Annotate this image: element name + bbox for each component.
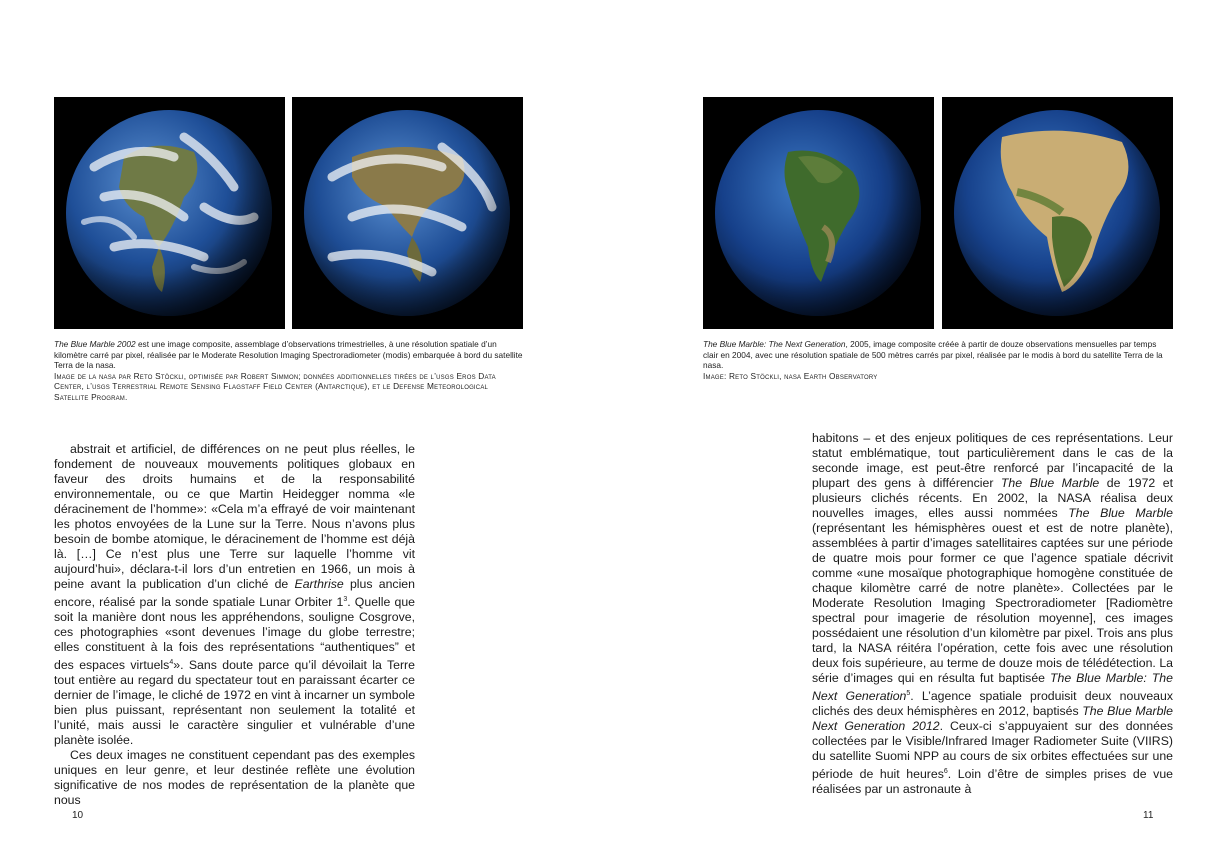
right-body-text bbox=[812, 431, 1173, 797]
left-body-text bbox=[54, 442, 415, 808]
page-number: 11 bbox=[1143, 810, 1154, 821]
paragraph: Ces deux images ne constituent cependant pas des exemples uniques en leur genre, et leur destinée reflète une évolution significative de nos modes de représentation de la planète que nous bbox=[54, 748, 415, 808]
page-number: 10 bbox=[72, 810, 84, 821]
earth-image-americas-2002 bbox=[54, 97, 285, 329]
right-caption bbox=[703, 339, 1173, 381]
caption-title: The Blue Marble: The Next Generation bbox=[703, 339, 846, 349]
left-caption bbox=[54, 339, 524, 403]
earth-image-africa-2005 bbox=[942, 97, 1173, 329]
earth-image-eastern-2002 bbox=[292, 97, 523, 329]
caption-text: est une image composite, assemblage d’observations trimestrielles, à une résolution spatiale d’un kilomètre carré par pixel, réalisée par le Moderate Resolution Imaging Spectroradiometer (modis) embarquée à bord du satellite Terra de la nasa. bbox=[54, 339, 523, 371]
earth-image-south-america-2005 bbox=[703, 97, 934, 329]
caption-credit: Image: Reto Stöckli, nasa Earth Observatory bbox=[703, 370, 878, 381]
caption-credit: Image de la nasa par Reto Stöckli, optimisée par Robert Simmon; données additionnelles tirées de l’usgs Eros Data Center, l’usgs Terrestrial Remote Sensing Flagstaff Field Center (Antarctique), et le Defense Meteorological Satellite Program. bbox=[54, 370, 496, 402]
caption-text: , 2005, image composite créée à partir de douze observations mensuelles par temps clair en 2004, avec une résolution spatiale de 500 mètres carrés par pixel, réalisée par le modis à bord du satellite Terra de la nasa. bbox=[703, 339, 1163, 371]
paragraph: habitons – et des enjeux politiques de ces représentations. Leur statut emblématique, tout particulièrement dans le cas de la seconde image, est peut-être renforcé par l’incapacité de la plupart des gens à différencier The Blue Marble de 1972 et plusieurs clichés récents. En 2002, la NASA réalisa deux nouvelles images, elles aussi nommées The Blue Marble (représentant les hémisphères ouest et est de notre planète), assemblées à partir d’images satellitaires captées sur une période de quatre mois pour former ce que l’agence spatiale décrivit comme «une mosaïque photographique homogène constituée de chaque kilomètre carré de notre planète». Collectées par le Moderate Resolution Imaging Spectroradiometer [Radiomètre spectral pour imagerie de résolution moyenne], ces images possédaient une résolution d’un kilomètre par pixel. Trois ans plus tard, la NASA réitéra l’opération, cette fois avec une résolution deux fois supérieure, au terme de douze mois de télédétection. La série d’images qui en résulta fut baptisée The Blue Marble: The Next Generation$^5$. L’agence spatiale produisit deux nouveaux clichés des deux hémisphères en 2012, baptisés The Blue Marble Next Generation 2012. Ceux-ci s’appuyaient sur des données collectées par le Visible/Infrared Imager Radiometer Suite (VIIRS) du satellite Suomi NPP au cours de six orbites effectuées sur une période de huit heures$^6$. Loin d’être de simples prises de vue réalisées par un astronaute à bbox=[812, 431, 1173, 797]
caption-title: The Blue Marble 2002 bbox=[54, 339, 136, 349]
paragraph: abstrait et artificiel, de différences on ne peut plus réelles, le fondement de nouveaux mouvements politiques globaux en faveur des droits humains et de la responsabilité environnementale, ou ce que Martin Heidegger nomma «le déracinement de l’homme»: «Cela m’a effrayé de voir maintenant les photos envoyées de la Lune sur la Terre. Nous n’avons plus besoin de bombe atomique, le déracinement de l’homme est déjà là. […] Ce n’est plus une Terre sur laquelle l’homme vit aujourd’hui», déclara-t-il lors d’un entretien en 1966, un mois à peine avant la publication d’un cliché de Earthrise plus ancien encore, réalisé par la sonde spatiale Lunar Orbiter $1^3$. Quelle que soit la manière dont nous les appréhendons, souligne Cosgrove, ces photographies «sont devenues l’image du globe terrestre; elles constituent à la fois des représentations “authentiques” et des espaces virtuels$^4$». Sans doute parce qu’il dévoilait la Terre tout entière au regard du spectateur tout en paraissant écarter ce dernier de l’image, le cliché de 1972 en vint à incarner un symbole bien plus puissant, représentant non seulement la totalité et l’unité, mais aussi le caractère singulier et vulnérable d’une planète isolée. bbox=[54, 442, 415, 748]
right-page bbox=[613, 0, 1226, 865]
